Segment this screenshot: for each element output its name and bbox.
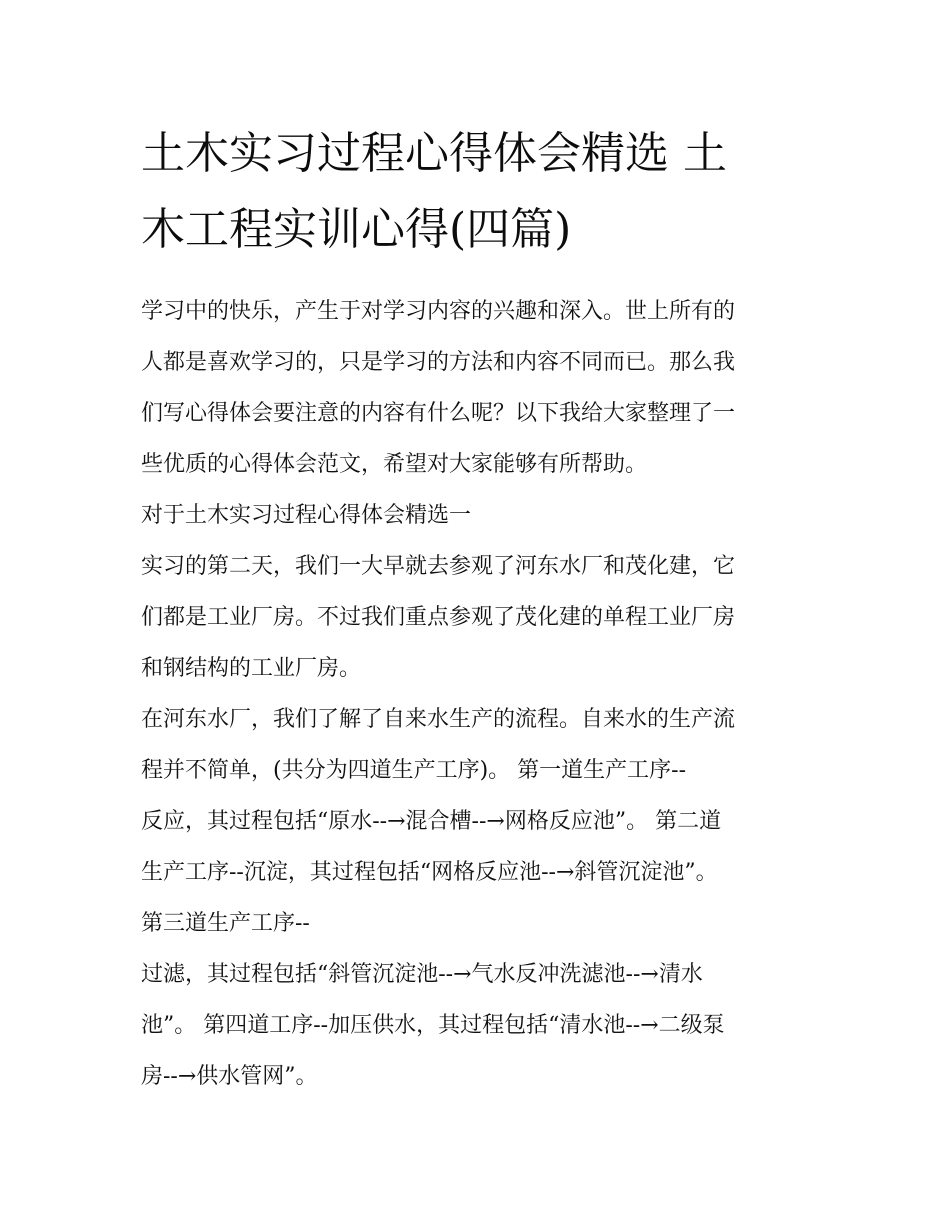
document-body <box>141 286 813 1102</box>
body-line: 人都是喜欢学习的，只是学习的方法和内容不同而已。那么我 <box>141 350 736 375</box>
title-line: 木工程实训心得(四篇) <box>141 204 572 255</box>
body-line: 实习的第二天，我们一大早就去参观了河东水厂和茂化建，它 <box>141 554 736 579</box>
body-line: 在河东水厂，我们了解了自来水生产的流程。自来水的生产流 <box>141 707 736 732</box>
body-line: 程并不简单，(共分为四道生产工序)。 第一道生产工序-- <box>141 758 687 783</box>
title-line: 土木实习过程心得体会精选 土 <box>141 128 727 179</box>
body-line: 过滤，其过程包括“斜管沉淀池--→气水反冲洗滤池--→清水 <box>141 962 703 987</box>
document-title <box>141 116 813 268</box>
body-line: 们写心得体会要注意的内容有什么呢？以下我给大家整理了一 <box>141 401 736 426</box>
body-line: 第三道生产工序-- <box>141 911 310 936</box>
section-heading: 对于土木实习过程心得体会精选一 <box>141 503 472 528</box>
body-line: 些优质的心得体会范文，希望对大家能够有所帮助。 <box>141 452 648 477</box>
body-line: 池”。 第四道工序--加压供水，其过程包括“清水池--→二级泵 <box>141 1013 725 1038</box>
body-line: 生产工序--沉淀，其过程包括“网格反应池--→斜管沉淀池”。 <box>141 860 718 885</box>
body-line: 学习中的快乐，产生于对学习内容的兴趣和深入。世上所有的 <box>141 299 736 324</box>
body-line: 反应，其过程包括“原水--→混合槽--→网格反应池”。 第二道 <box>141 809 722 834</box>
body-line: 房--→供水管网”。 <box>141 1064 318 1089</box>
body-line: 和钢结构的工业厂房。 <box>141 656 362 681</box>
body-line: 们都是工业厂房。不过我们重点参观了茂化建的单程工业厂房 <box>141 605 736 630</box>
document-content <box>141 116 813 1102</box>
